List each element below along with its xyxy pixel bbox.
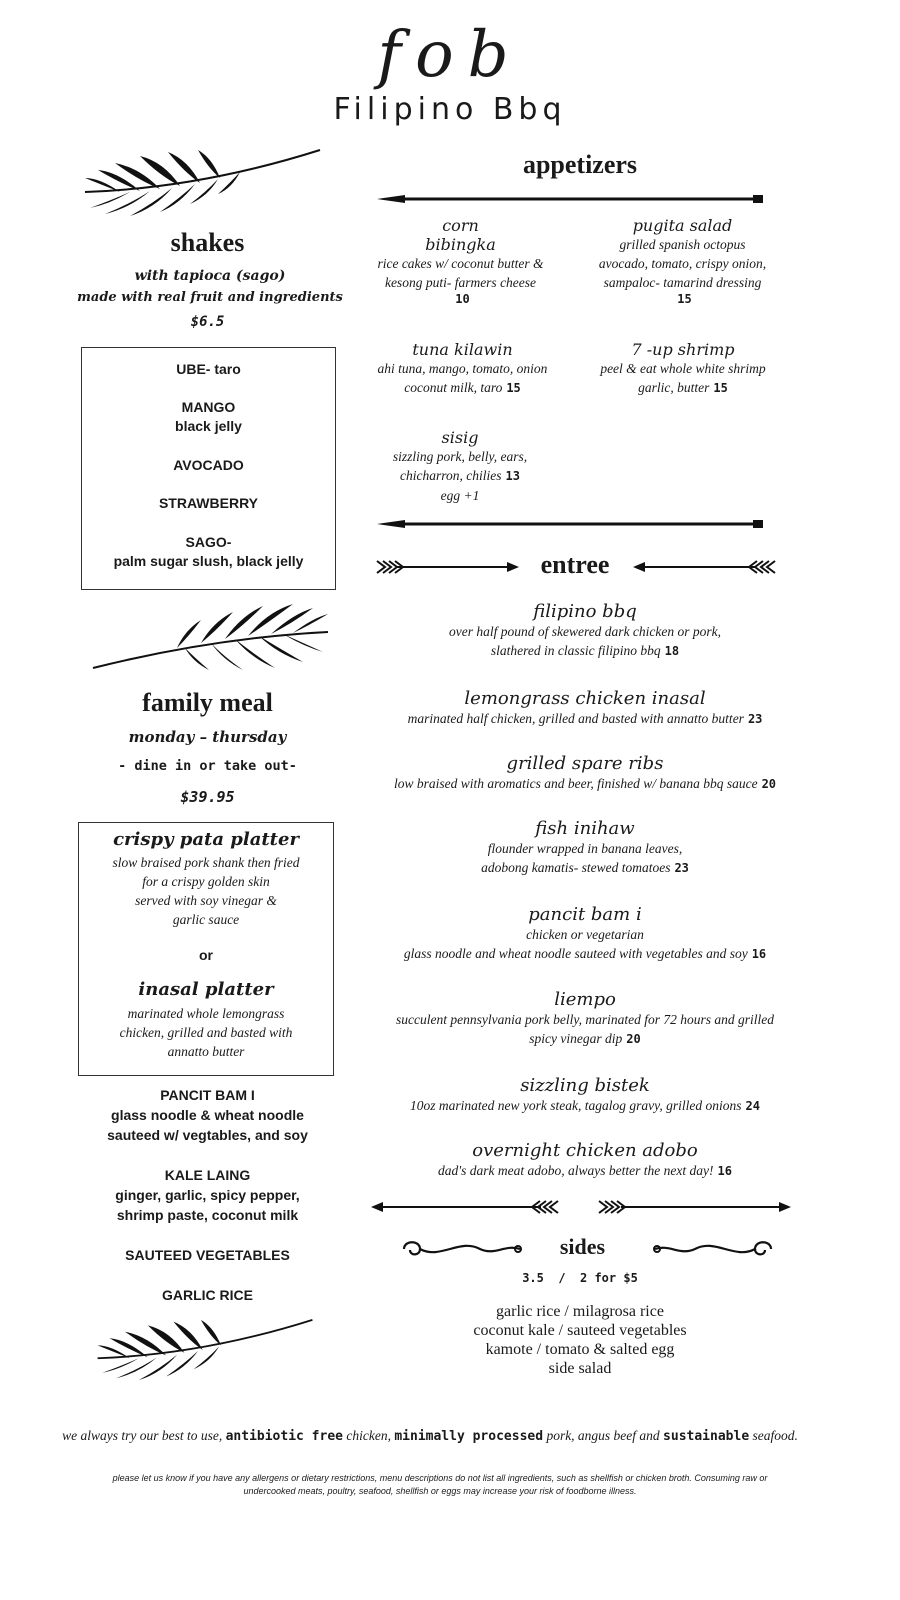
shake-flavor-sago-detail: palm sugar slush, black jelly: [113, 553, 304, 569]
shakes-ingredients-note: made with real fruit and ingredients: [77, 290, 343, 305]
logo: fob: [377, 18, 523, 92]
price: 10: [455, 292, 470, 306]
price: 16: [717, 1164, 732, 1178]
appetizer-item: [578, 340, 788, 398]
restaurant-subtitle: Filipino Bbq: [333, 92, 567, 127]
crispy-pata-platter-desc: [79, 853, 333, 929]
desc-line: avocado, tomato, crispy onion,: [598, 256, 767, 271]
price: 16: [751, 947, 767, 961]
arrow-right-icon: [597, 1198, 792, 1216]
desc-line: coconut milk, taro: [404, 380, 503, 395]
appetizer-item: [358, 216, 563, 306]
entree-item: [350, 989, 820, 1049]
price: 24: [745, 1099, 760, 1113]
price: 23: [747, 712, 763, 726]
desc-line: chicharron, chilies: [400, 468, 502, 483]
desc-line: over half pound of skewered dark chicken or pork,: [448, 624, 722, 639]
family-meal-days: monday – thursday: [128, 728, 287, 746]
entree-title: entree: [540, 550, 610, 579]
palm-leaf-icon: [90, 1318, 320, 1382]
inasal-platter-desc: [79, 1004, 333, 1061]
entree-name: liempo: [554, 989, 616, 1010]
desc-line: garlic, butter: [638, 380, 710, 395]
sides-line: kamote / tomato & salted egg: [485, 1341, 675, 1358]
sides-line: side salad: [548, 1360, 612, 1377]
desc-line: succulent pennsylvania pork belly, marinated for 72 hours and grilled: [396, 1012, 774, 1027]
appetizer-name-line2: bibingka: [425, 235, 496, 254]
price: 15: [713, 381, 728, 395]
platter-or: or: [199, 947, 213, 963]
family-side-kale-desc1: ginger, garlic, spicy pepper,: [115, 1187, 300, 1203]
footer-text: pork, angus beef and: [546, 1428, 660, 1443]
sides-price: 3.5 / 2 for $5: [522, 1271, 638, 1285]
price: 15: [677, 292, 692, 306]
entree-item: [350, 601, 820, 661]
appetizer-name: tuna kilawin: [412, 340, 513, 359]
desc-line: chicken, grilled and basted with: [119, 1025, 293, 1040]
footer-text: seafood.: [752, 1428, 798, 1443]
desc-line: ahi tuna, mango, tomato, onion: [377, 361, 548, 376]
price: 15: [506, 381, 521, 395]
entree-item: [350, 818, 820, 878]
entree-item: [350, 904, 820, 964]
family-side-pancit-desc1: glass noodle & wheat noodle: [111, 1107, 304, 1123]
entree-name: overnight chicken adobo: [472, 1140, 698, 1161]
entree-item: [350, 753, 820, 794]
desc-line: marinated whole lemongrass: [127, 1006, 285, 1021]
family-side-kale: KALE LAING: [164, 1167, 251, 1183]
desc-line: chicken or vegetarian: [526, 927, 644, 942]
shakes-tapioca-note: with tapioca (sago): [134, 268, 286, 284]
entree-name: filipino bbq: [533, 601, 637, 622]
spear-divider-icon: [375, 192, 770, 206]
shake-flavor-ube: UBE- taro: [176, 361, 241, 377]
flourish-icon: [400, 1238, 525, 1260]
desc-line: served with soy vinegar &: [135, 893, 277, 908]
desc-line: marinated half chicken, grilled and basted with annatto butter: [407, 711, 744, 726]
family-meal-price: $39.95: [180, 788, 235, 806]
price: 18: [664, 644, 680, 658]
inasal-platter-name: inasal platter: [138, 979, 274, 1000]
sides-line: coconut kale / sauteed vegetables: [473, 1322, 687, 1339]
desc-line: egg +1: [440, 488, 480, 503]
desc-line: glass noodle and wheat noodle sauteed with vegetables and soy: [403, 946, 748, 961]
entree-item: [350, 1140, 820, 1181]
entree-name: sizzling bistek: [520, 1075, 650, 1096]
appetizer-item: [360, 428, 560, 505]
disclaimer-line: undercooked meats, poultry, seafood, shellfish or eggs may increase your risk of foodborne illness.: [243, 1486, 637, 1496]
desc-line: 10oz marinated new york steak, tagalog gravy, grilled onions: [410, 1098, 742, 1113]
crispy-pata-platter-name: crispy pata platter: [113, 829, 299, 850]
desc-line: dad's dark meat adobo, always better the next day!: [438, 1163, 714, 1178]
footer-text: we always try our best to use,: [62, 1428, 223, 1443]
family-side-vegetables: SAUTEED VEGETABLES: [125, 1247, 290, 1263]
shake-flavor-avocado: AVOCADO: [173, 457, 244, 473]
price: 23: [674, 861, 689, 875]
platter-box: [78, 822, 334, 1076]
price: 20: [761, 777, 777, 791]
family-side-pancit: PANCIT BAM I: [160, 1087, 255, 1103]
sourcing-statement: [0, 1428, 860, 1444]
desc-line: rice cakes w/ coconut butter &: [377, 256, 544, 271]
entree-name: grilled spare ribs: [506, 753, 664, 774]
shake-flavor-mango-detail: black jelly: [175, 418, 242, 434]
palm-leaf-icon: [80, 148, 325, 218]
desc-line: spicy vinegar dip: [529, 1031, 623, 1046]
family-side-kale-desc2: shrimp paste, coconut milk: [116, 1207, 299, 1223]
desc-line: slow braised pork shank then fried: [112, 855, 300, 870]
desc-line: sampaloc- tamarind dressing: [603, 275, 762, 290]
desc-line: garlic sauce: [172, 912, 240, 927]
sides-title: sides: [559, 1234, 606, 1259]
entree-name: fish inihaw: [535, 818, 635, 839]
desc-line: kesong puti- farmers cheese: [384, 275, 537, 290]
desc-line: flounder wrapped in banana leaves,: [487, 841, 683, 856]
sides-list: [420, 1302, 740, 1378]
desc-line: peel & eat whole white shrimp: [600, 361, 766, 376]
shakes-title: shakes: [170, 228, 245, 257]
desc-line: low braised with aromatics and beer, finished w/ banana bbq sauce: [393, 776, 758, 791]
arrow-left-icon: [370, 1198, 565, 1216]
entree-name: pancit bam i: [528, 904, 642, 925]
family-meal-dine-option: - dine in or take out-: [118, 758, 297, 774]
family-side-pancit-desc2: sauteed w/ vegtables, and soy: [107, 1127, 308, 1143]
footer-emphasis: sustainable: [663, 1429, 750, 1444]
family-side-garlic-rice: GARLIC RICE: [162, 1287, 253, 1303]
palm-leaf-icon: [88, 602, 333, 672]
family-meal-title: family meal: [142, 688, 273, 717]
footer-emphasis: minimally processed: [394, 1429, 544, 1444]
desc-line: annatto butter: [167, 1044, 245, 1059]
price: 13: [505, 469, 520, 483]
desc-line: adobong kamatis- stewed tomatoes: [481, 860, 671, 875]
shakes-price: $6.5: [190, 314, 225, 330]
sides-line: garlic rice / milagrosa rice: [496, 1303, 664, 1320]
appetizer-name: pugita salad: [632, 216, 733, 235]
entree-item: [350, 1075, 820, 1116]
desc-line: for a crispy golden skin: [142, 874, 270, 889]
footer-text: chicken,: [346, 1428, 391, 1443]
desc-line: grilled spanish octopus: [619, 237, 746, 252]
shake-flavor-sago: SAGO-: [185, 534, 232, 550]
disclaimer-line: please let us know if you have any allergens or dietary restrictions, menu descriptions do not list all ingredients, such as shellfish or chicken broth. Consuming raw or: [112, 1473, 768, 1483]
entree-item: [350, 688, 820, 729]
appetizer-name: 7 -up shrimp: [631, 340, 735, 359]
appetizer-item: [355, 340, 570, 398]
desc-line: slathered in classic filipino bbq: [490, 643, 661, 658]
shakes-flavors-box: [81, 347, 336, 590]
arrow-left-icon: [632, 558, 777, 576]
appetizer-name: sisig: [441, 428, 479, 447]
shake-flavor-mango: MANGO: [181, 399, 236, 415]
spear-divider-icon: [375, 517, 770, 531]
arrow-right-icon: [375, 558, 520, 576]
appetizer-name: corn: [442, 216, 479, 235]
shake-flavor-strawberry: STRAWBERRY: [158, 495, 259, 511]
allergen-disclaimer: [80, 1472, 800, 1498]
price: 20: [626, 1032, 641, 1046]
footer-emphasis: antibiotic free: [225, 1429, 343, 1444]
flourish-icon: [650, 1238, 775, 1260]
appetizer-item: [575, 216, 790, 306]
entree-name: lemongrass chicken inasal: [464, 688, 706, 709]
appetizers-title: appetizers: [522, 150, 638, 179]
desc-line: sizzling pork, belly, ears,: [392, 449, 528, 464]
